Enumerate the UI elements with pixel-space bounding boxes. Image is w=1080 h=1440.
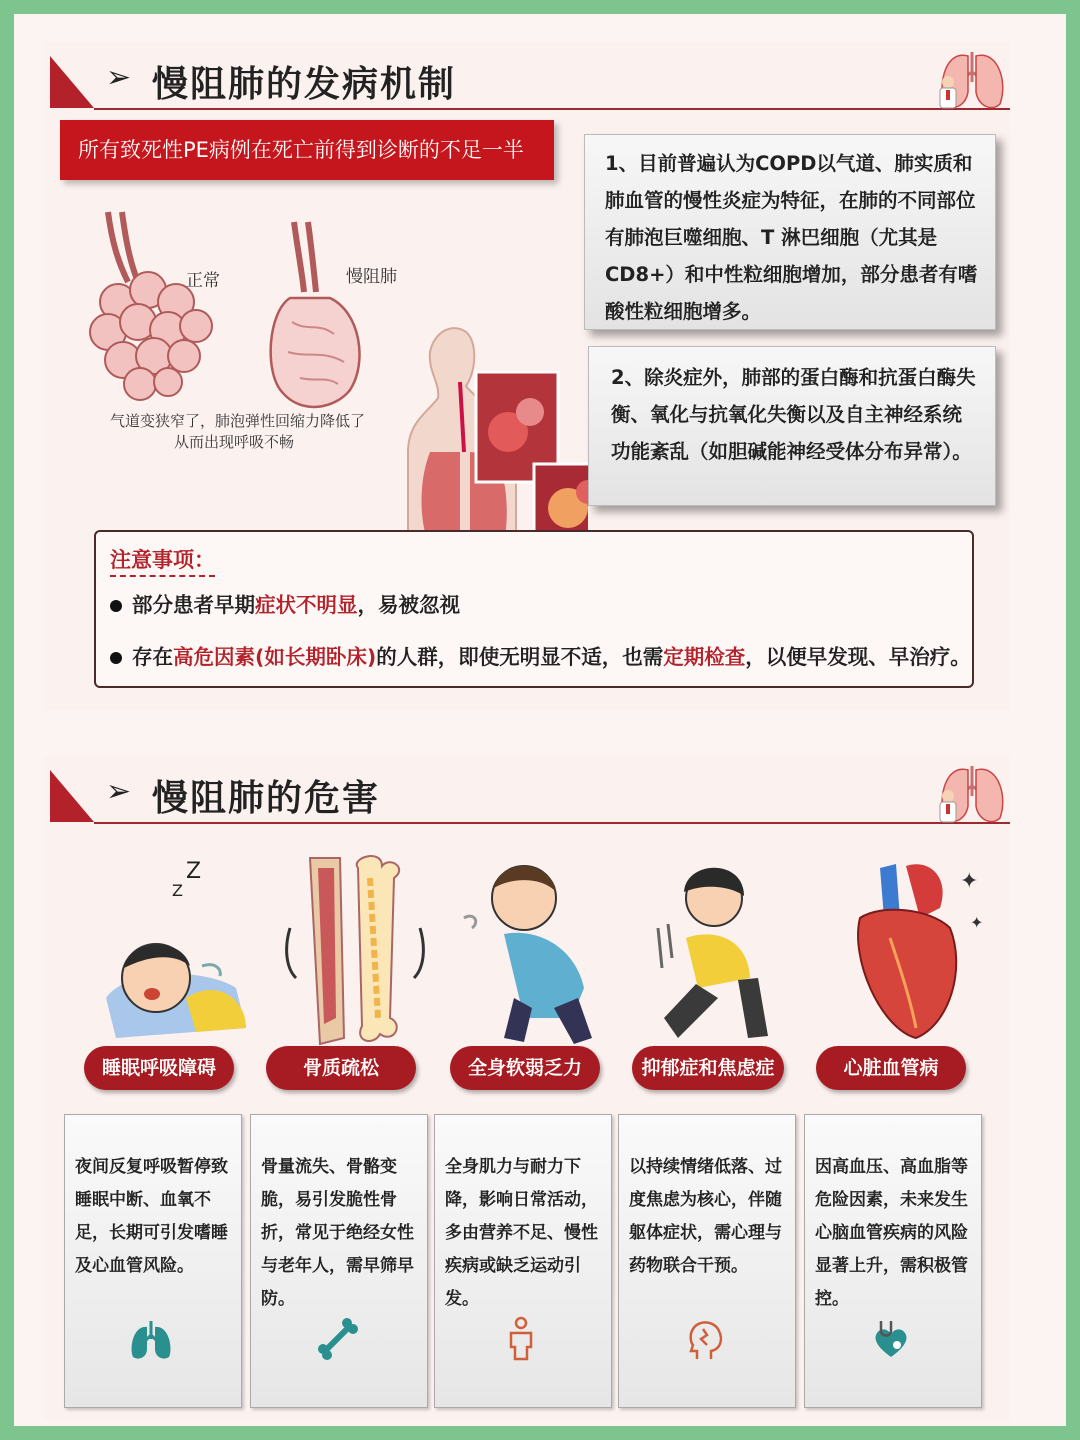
header-red-triangle <box>50 770 94 822</box>
hazards-header <box>44 756 1010 828</box>
arrow-icon: ➢ <box>106 60 132 95</box>
page <box>14 14 1066 1426</box>
caption-line-2: 从而出现呼吸不畅 <box>174 433 295 451</box>
body-icon <box>497 1315 545 1363</box>
doctor-lungs-icon <box>932 42 1012 114</box>
notice-text: 的人群，即使无明显不适，也需 <box>376 645 664 669</box>
hazard-card-sleep <box>64 1114 242 1408</box>
svg-text:✦: ✦ <box>970 913 984 932</box>
heart-stethoscope-icon <box>867 1315 915 1363</box>
hazard-card-osteoporosis <box>250 1114 428 1408</box>
heart-image <box>820 848 990 1048</box>
notice-text: 部分患者早期 <box>132 593 255 617</box>
notice-item-1 <box>110 588 460 618</box>
alveoli-illustration <box>68 202 588 542</box>
hazard-pill-depression: 抑郁症和焦虑症 <box>632 1046 784 1090</box>
notice-text: ，易被忽视 <box>357 593 460 617</box>
header-rule <box>94 822 1010 824</box>
sleeping-person-image <box>86 848 256 1048</box>
hazard-pill-heart: 心脏血管病 <box>816 1046 966 1090</box>
mechanism-header <box>44 42 1010 114</box>
hazard-card-text: 因高血压、高血脂等危险因素，未来发生心脑血管疾病的风险显著上升，需积极管控。 <box>815 1157 968 1309</box>
notice-highlight: 定期检查 <box>663 645 746 669</box>
hazard-card-text: 夜间反复呼吸暂停致睡眠中断、血氧不足，长期可引发嗜睡及心血管风险。 <box>75 1157 228 1276</box>
depressed-person-image <box>638 848 808 1048</box>
mechanism-point-2: 2、除炎症外，肺部的蛋白酶和抗蛋白酶失衡、氧化与抗氧化失衡以及自主神经系统功能紊乱（如胆碱能神经受体分布异常）。 <box>588 346 996 506</box>
svg-text:✦: ✦ <box>960 869 979 894</box>
mechanism-title: 慢阻肺的发病机制 <box>152 64 457 105</box>
hazard-card-heart <box>804 1114 982 1408</box>
bullet-icon <box>110 600 122 612</box>
bullet-icon <box>110 652 122 664</box>
hazard-card-weakness <box>434 1114 612 1408</box>
label-copd: 慢阻肺 <box>346 267 397 287</box>
bone-image <box>270 848 440 1048</box>
copd-alveoli-image <box>271 222 360 407</box>
banner: 所有致死性PE病例在死亡前得到诊断的不足一半 <box>60 120 554 180</box>
weak-person-image <box>454 848 624 1048</box>
arrow-icon: ➢ <box>106 774 132 809</box>
mechanism-panel <box>44 42 1010 710</box>
notice-highlight: 高危因素(如长期卧床) <box>173 645 377 669</box>
hazards-panel <box>44 756 1010 1420</box>
hazard-card-text: 以持续情绪低落、过度焦虑为核心，伴随躯体症状，需心理与药物联合干预。 <box>629 1157 782 1276</box>
notice-highlight: 症状不明显 <box>255 593 358 617</box>
hazards-title: 慢阻肺的危害 <box>152 778 381 819</box>
hazard-card-depression <box>618 1114 796 1408</box>
notice-title: 注意事项： <box>110 544 215 577</box>
notice-box <box>94 530 974 688</box>
notice-item-2 <box>110 640 971 670</box>
doctor-lungs-icon <box>932 756 1012 828</box>
head-mind-icon <box>681 1315 729 1363</box>
notice-text: ，以便早发现、早治疗。 <box>745 645 971 669</box>
hazard-pill-osteoporosis: 骨质疏松 <box>266 1046 416 1090</box>
svg-text:Z: Z <box>186 859 202 884</box>
label-normal: 正常 <box>186 271 220 291</box>
hazard-card-text: 全身肌力与耐力下降，影响日常活动，多由营养不足、慢性疾病或缺乏运动引发。 <box>445 1157 598 1309</box>
bone-icon <box>313 1315 361 1363</box>
mechanism-point-1: 1、目前普遍认为COPD以气道、肺实质和肺血管的慢性炎症为特征，在肺的不同部位有肺泡巨噬细胞、T 淋巴细胞（尤其是CD8+）和中性粒细胞增加，部分患者有嗜酸性粒细胞增多。 <box>584 134 996 330</box>
header-rule <box>94 108 1010 110</box>
lungs-icon <box>127 1315 175 1363</box>
header-red-triangle <box>50 56 94 108</box>
notice-text: 存在 <box>132 645 173 669</box>
normal-alveoli-image <box>90 212 212 400</box>
hazard-pill-weakness: 全身软弱乏力 <box>450 1046 600 1090</box>
hazard-pill-sleep: 睡眠呼吸障碍 <box>84 1046 234 1090</box>
hazard-card-text: 骨量流失、骨骼变脆，易引发脆性骨折，常见于绝经女性与老年人，需早筛早防。 <box>261 1157 414 1309</box>
caption-line-1: 气道变狭窄了，肺泡弹性回缩力降低了 <box>110 412 366 430</box>
svg-text:Z: Z <box>172 881 183 900</box>
